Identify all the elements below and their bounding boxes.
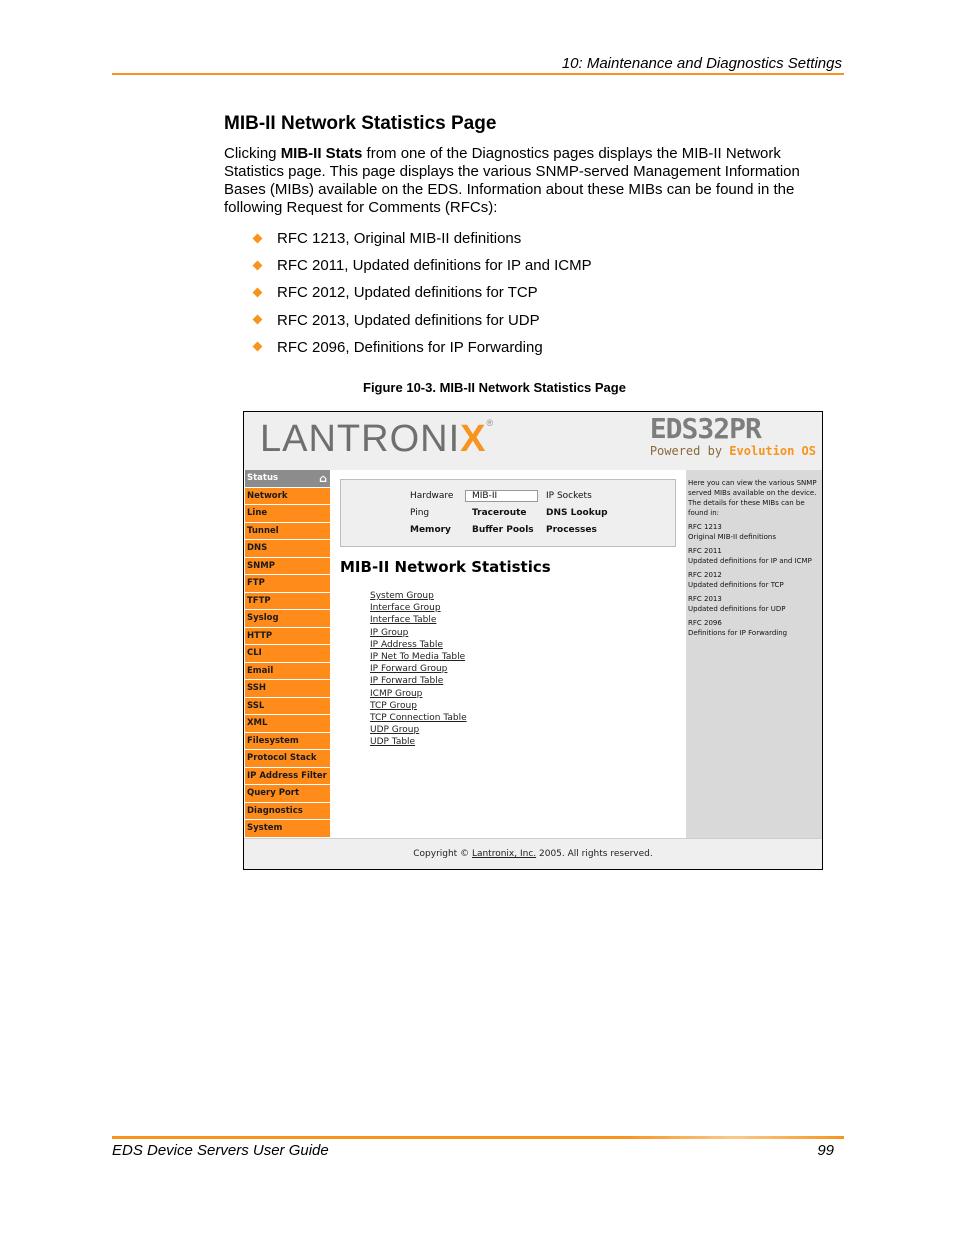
- help-item: [688, 546, 822, 566]
- intro-text-post: from one of the Diagnostics pages displays the MIB-II Network Statistics page. This page displays the various SNMP-served Management Information Bases (MIBs) available on the EDS. Information about these MIBs can be found in the following Request for Comments (RFCs):: [224, 145, 800, 216]
- diag-link-memory[interactable]: Memory: [410, 525, 451, 535]
- help-rfc: RFC 2012: [688, 571, 722, 579]
- powered-by-text: Powered by: [649, 444, 730, 458]
- nav-item-cli[interactable]: CLI: [245, 645, 330, 662]
- help-panel: [686, 470, 822, 838]
- mib-link-tcp-connection-table[interactable]: TCP Connection Table: [370, 713, 467, 724]
- mib-link-udp-table[interactable]: UDP Table: [370, 737, 416, 748]
- page-number: 99: [817, 1142, 834, 1159]
- help-item: [688, 594, 822, 614]
- help-item: [688, 522, 822, 542]
- section-title: MIB-II Network Statistics Page: [224, 113, 497, 134]
- help-item: [688, 570, 822, 590]
- mib-link-ip-forward-table[interactable]: IP Forward Table: [370, 676, 444, 687]
- nav-item-network[interactable]: Network: [245, 488, 330, 505]
- mib-link-ip-group[interactable]: IP Group: [370, 627, 409, 638]
- rfc-item-text: RFC 2013, Updated definitions for UDP: [277, 311, 540, 329]
- help-desc: Updated definitions for TCP: [688, 581, 784, 589]
- logo-reg-mark: ®: [486, 418, 495, 428]
- diamond-bullet-icon: [253, 315, 263, 325]
- mib-link-ip-address-table[interactable]: IP Address Table: [370, 639, 443, 650]
- powered-by: [650, 444, 816, 458]
- diag-link-ip-sockets[interactable]: IP Sockets: [546, 491, 592, 501]
- figure-caption: Figure 10-3. MIB-II Network Statistics Page: [363, 380, 626, 395]
- diagnostics-menu: [340, 479, 676, 547]
- lantronix-logo: [260, 418, 494, 461]
- nav-item-dns[interactable]: DNS: [245, 540, 330, 557]
- mib-link-interface-group[interactable]: Interface Group: [370, 603, 441, 614]
- rfc-item-text: RFC 2096, Definitions for IP Forwarding: [277, 338, 543, 356]
- mib-link-system-group[interactable]: System Group: [370, 591, 434, 601]
- nav-item-filesystem[interactable]: Filesystem: [245, 733, 330, 750]
- rfc-item-text: RFC 1213, Original MIB-II definitions: [277, 230, 522, 247]
- logo-text: LANTRONI: [260, 418, 461, 460]
- list-item: [252, 311, 592, 338]
- nav-item-email[interactable]: Email: [245, 663, 330, 680]
- product-name: EDS32PR: [649, 412, 761, 445]
- main-content: [330, 470, 686, 838]
- help-item: [688, 618, 822, 638]
- nav-item-tunnel[interactable]: Tunnel: [245, 523, 330, 540]
- nav-item-tftp[interactable]: TFTP: [245, 593, 330, 610]
- page-heading: MIB-II Network Statistics: [340, 558, 551, 576]
- nav-item-http[interactable]: HTTP: [245, 628, 330, 645]
- mib-link-ip-net-to-media-table[interactable]: IP Net To Media Table: [370, 652, 466, 663]
- help-rfc: RFC 1213: [688, 523, 722, 531]
- mib-link-icmp-group[interactable]: ICMP Group: [370, 688, 423, 699]
- home-icon[interactable]: ⌂: [319, 472, 327, 485]
- mib-link-udp-group[interactable]: UDP Group: [370, 725, 420, 736]
- lantronix-link[interactable]: Lantronix, Inc.: [471, 849, 537, 859]
- copyright-pre: Copyright ©: [413, 849, 472, 859]
- help-rfc: RFC 2013: [688, 595, 722, 603]
- nav-item-ssl[interactable]: SSL: [245, 698, 330, 715]
- rfc-item-text: RFC 2011, Updated definitions for IP and ICMP: [277, 257, 592, 275]
- diamond-bullet-icon: [253, 260, 263, 270]
- web-banner: [244, 412, 822, 470]
- list-item: [252, 338, 592, 365]
- nav-item-ssh[interactable]: SSH: [245, 680, 330, 697]
- nav-menu: [245, 470, 330, 838]
- mib-link-interface-table[interactable]: Interface Table: [370, 615, 437, 626]
- nav-item-line[interactable]: Line: [245, 505, 330, 522]
- figure-screenshot: [243, 411, 823, 870]
- list-item: [252, 256, 592, 283]
- intro-paragraph: [224, 145, 834, 217]
- guide-title: EDS Device Servers User Guide: [112, 1142, 329, 1159]
- nav-item-ftp[interactable]: FTP: [245, 575, 330, 592]
- nav-item-snmp[interactable]: SNMP: [245, 558, 330, 575]
- help-desc: Updated definitions for UDP: [688, 605, 786, 613]
- nav-item-ip-address-filter[interactable]: IP Address Filter: [245, 768, 330, 785]
- intro-text-bold: MIB-II Stats: [280, 145, 363, 162]
- nav-item-status[interactable]: [245, 470, 330, 487]
- mib-link-tcp-group[interactable]: TCP Group: [370, 700, 417, 711]
- copyright-post: 2005. All rights reserved.: [536, 849, 653, 859]
- help-desc: Original MIB-II definitions: [688, 533, 776, 541]
- diag-link-hardware[interactable]: Hardware: [410, 491, 454, 501]
- list-item: [252, 229, 592, 256]
- web-footer: [244, 838, 822, 870]
- mib-link-ip-forward-group[interactable]: IP Forward Group: [370, 664, 448, 675]
- nav-item-query-port[interactable]: Query Port: [245, 785, 330, 802]
- diag-link-buffer-pools[interactable]: Buffer Pools: [472, 525, 534, 535]
- nav-item-diagnostics[interactable]: Diagnostics: [245, 803, 330, 820]
- os-name: Evolution OS: [729, 444, 816, 458]
- rfc-item-text: RFC 2012, Updated definitions for TCP: [277, 284, 538, 302]
- help-rfc: RFC 2011: [688, 547, 722, 555]
- diag-link-processes[interactable]: Processes: [546, 525, 597, 535]
- diag-link-traceroute[interactable]: Traceroute: [472, 508, 527, 518]
- nav-item-protocol-stack[interactable]: Protocol Stack: [245, 750, 330, 767]
- diag-link-dns-lookup[interactable]: DNS Lookup: [546, 508, 608, 518]
- footer-rule: [112, 1136, 844, 1139]
- nav-item-xml[interactable]: XML: [245, 715, 330, 732]
- list-item: [252, 283, 592, 310]
- nav-label: Status: [247, 473, 279, 483]
- mib-link-list: [370, 590, 467, 749]
- diag-link-mib-ii[interactable]: MIB-II: [465, 490, 538, 502]
- header-rule: [112, 73, 844, 75]
- diamond-bullet-icon: [253, 287, 263, 297]
- product-badge: [650, 414, 816, 458]
- diamond-bullet-icon: [253, 342, 263, 352]
- help-desc: Definitions for IP Forwarding: [688, 629, 788, 637]
- diamond-bullet-icon: [253, 233, 263, 243]
- nav-item-syslog[interactable]: Syslog: [245, 610, 330, 627]
- rfc-list: [252, 229, 592, 365]
- help-intro: Here you can view the various SNMP served MIBs available on the device. The details for these MIBs can be found in:: [688, 479, 817, 517]
- help-rfc: RFC 2096: [688, 619, 722, 627]
- logo-x: X: [460, 418, 487, 460]
- nav-item-system[interactable]: System: [245, 820, 330, 837]
- intro-text-pre: Clicking: [224, 145, 281, 162]
- help-desc: Updated definitions for IP and ICMP: [688, 557, 812, 565]
- diag-link-ping[interactable]: Ping: [410, 508, 430, 518]
- running-header: 10: Maintenance and Diagnostics Settings: [561, 55, 842, 72]
